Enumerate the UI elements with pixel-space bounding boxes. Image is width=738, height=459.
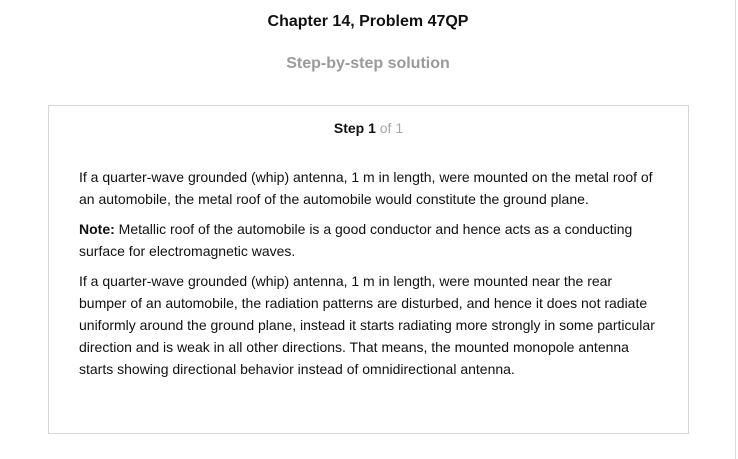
solution-panel [48,105,689,434]
note-paragraph [79,218,659,262]
paragraph-ground-plane: If a quarter-wave grounded (whip) antenna, 1 m in length, were mounted on the metal roof of an automobile, the metal roof of the automobile would constitute the ground plane. [79,169,653,207]
step-header [49,119,688,137]
chapter-title: Chapter 14, Problem 47QP [267,13,469,30]
solution-subtitle: Step-by-step solution [286,55,450,72]
step-label: Step 1 [333,120,376,136]
note-text: Metallic roof of the automobile is a good conductor and hence acts as a conducting surface for electromagnetic waves. [79,221,633,259]
note-label: Note: [79,221,115,237]
paragraph-rear-bumper: If a quarter-wave grounded (whip) antenna, 1 m in length, were mounted near the rear bumper of an automobile, the radiation patterns are disturbed, and hence it does not radiate uniformly around the ground plane, instead it starts radiating more strongly in some particular direction and is weak in all other directions. That means, the mounted monopole antenna starts showing directional behavior instead of omnidirectional antenna. [79,273,655,377]
step-body [79,166,659,388]
step-count: of 1 [379,120,404,136]
